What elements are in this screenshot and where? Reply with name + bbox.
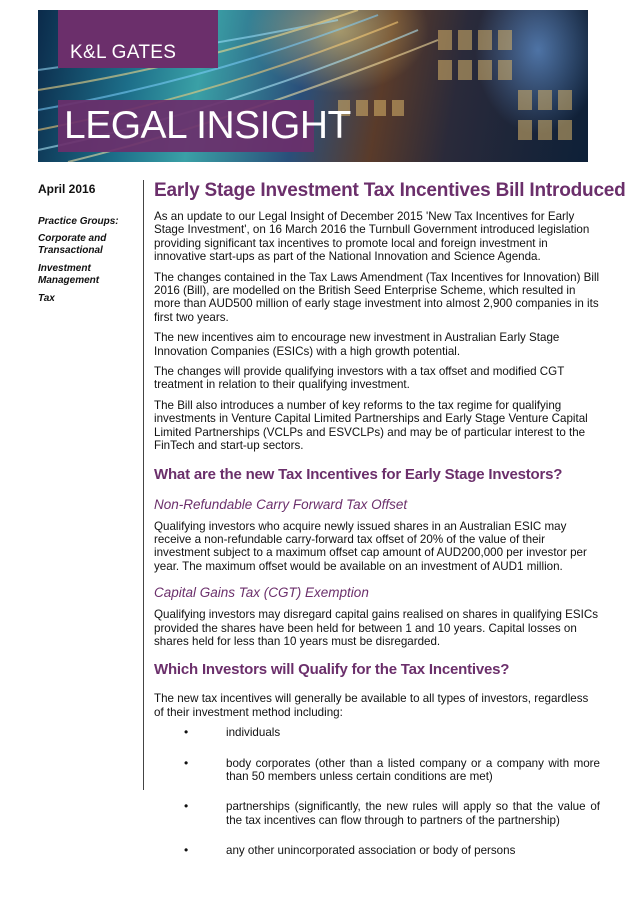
publication-heading-bar: [58, 100, 351, 152]
list-item-text: partnerships (significantly, the new rules will apply so that the value of the tax incentives can flow through to partners of the partnership): [226, 800, 600, 827]
intro-paragraph: The new incentives aim to encourage new investment in Australian Early Stage Innovation Companies (ESICs) with a high growth potential.: [154, 331, 560, 358]
cgt-paragraph: Qualifying investors may disregard capital gains realised on shares in qualifying ESICs provided the shares have been held for between 1 and 10 years. Capital losses on shares held for less than 10 years must be disregarded.: [154, 608, 599, 648]
practice-groups-label: Practice Groups:: [38, 216, 119, 227]
list-item: [154, 726, 600, 739]
header-banner: [38, 10, 588, 162]
investor-type-list: [154, 726, 600, 857]
intro-paragraph: The Bill also introduces a number of key reforms to the tax regime for qualifying investments in Venture Capital Limited Partnerships and Early Stage Venture Capital Limited Partnerships (VCLPs and ESVCLPs) and may be of particular interest to the FinTech and start-up sectors.: [154, 398, 588, 453]
bullet-icon: •: [184, 799, 189, 814]
intro-paragraph: The changes will provide qualifying investors with a tax offset and modified CGT treatment in relation to their qualifying investment.: [154, 365, 565, 392]
subsection-heading-tax-offset: Non-Refundable Carry Forward Tax Offset: [154, 496, 408, 512]
article: [154, 180, 626, 875]
intro-paragraph: As an update to our Legal Insight of December 2015 'New Tax Incentives for Early Stage Investment', on 16 March 2016 the Turnbull Government introduced legislation providing significant tax incentives to promote local and foreign investment in innovative start-ups as part of the National Innovation and Science Agenda.: [154, 210, 590, 264]
list-item-text: any other unincorporated association or body of persons: [226, 844, 516, 858]
bullet-icon: •: [184, 755, 189, 770]
column-divider: [143, 180, 144, 790]
section-heading-incentives: What are the new Tax Incentives for Early Stage Investors?: [154, 465, 563, 483]
practice-group-item: Investment Management: [38, 263, 100, 286]
tax-offset-paragraph: Qualifying investors who acquire newly issued shares in an Australian ESIC may receive a non-refundable carry-forward tax offset of 20% of the value of their investment subject to a maximum offset cap amount of AUD200,000 per investor per year. The maximum offset would be available on an investment of AUD1 million.: [154, 519, 587, 573]
list-item-text: individuals: [226, 726, 281, 740]
bullet-icon: •: [184, 725, 189, 740]
company-logo: K&L GATES: [70, 42, 177, 63]
intro-paragraph: The changes contained in the Tax Laws Amendment (Tax Incentives for Innovation) Bill 2016 (Bill), are modelled on the British Seed Enterprise Scheme, which resulted in more than AUD500 million of early stage investment into almost 2,900 companies in its first two years.: [154, 270, 600, 324]
list-item: [154, 757, 600, 784]
investors-paragraph: The new tax incentives will generally be available to all types of investors, regardless of their investment method including:: [154, 692, 589, 719]
section-heading-investors: Which Investors will Qualify for the Tax Incentives?: [154, 661, 510, 679]
list-item: [154, 800, 600, 827]
list-item: [154, 844, 600, 857]
practice-group-item: Corporate and Transactional: [38, 233, 107, 256]
bullet-icon: •: [184, 843, 189, 858]
list-item-text: body corporates (other than a listed company or a company with more than 50 members unless certain conditions are met): [226, 756, 600, 783]
practice-group-item: Tax: [38, 293, 55, 304]
article-title: Early Stage Investment Tax Incentives Bill Introduced: [154, 180, 626, 201]
sidebar: [38, 182, 130, 311]
logo-box: [58, 10, 218, 68]
publication-heading: LEGAL INSIGHT: [64, 104, 351, 147]
publication-date: April 2016: [38, 182, 96, 196]
subsection-heading-cgt: Capital Gains Tax (CGT) Exemption: [154, 585, 369, 601]
